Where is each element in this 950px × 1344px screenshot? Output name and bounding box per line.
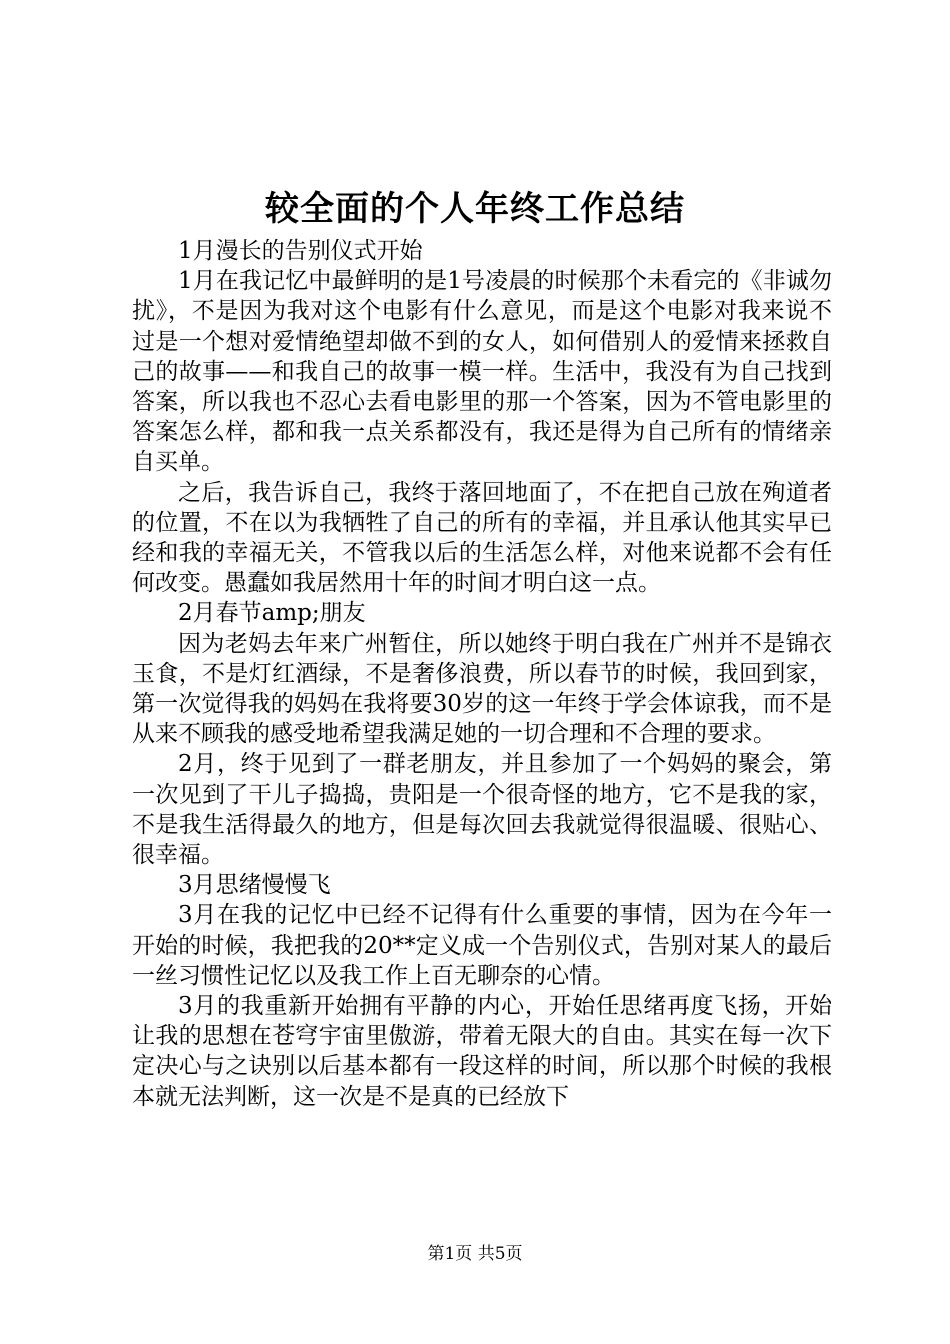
paragraph: 3月的我重新开始拥有平静的内心，开始任思绪再度飞扬，开始让我的思想在苍穹宇宙里傲游，带着无限大的自由。其实在每一次下定决心与之诀别以后基本都有一段这样的时间，所以那个时候的我根本就无法判断，这一次是不是真的已经放下 <box>132 993 832 1110</box>
document-title: 较全面的个人年终工作总结 <box>265 189 685 229</box>
paragraph: 2月，终于见到了一群老朋友，并且参加了一个妈妈的聚会，第一次见到了干儿子捣捣，贵阳是一个很奇怪的地方，它不是我的家，不是我生活得最久的地方，但是每次回去我就觉得很温暖、很贴心、很幸福。 <box>132 751 832 869</box>
section-heading-march: 3月思绪慢慢飞 <box>178 872 331 899</box>
paragraph: 之后，我告诉自己，我终于落回地面了，不在把自己放在殉道者的位置，不在以为我牺牲了自己的所有的幸福，并且承认他其实早已经和我的幸福无关，不管我以后的生活怎么样，对他来说都不会有任何改变。愚蠢如我居然用十年的时间才明白这一点。 <box>132 479 832 597</box>
paragraph: 1月在我记忆中最鲜明的是1号凌晨的时候那个未看完的《非诚勿扰》，不是因为我对这个电影有什么意见，而是这个电影对我来说不过是一个想对爱情绝望却做不到的女人，如何借别人的爱情来拯救自己的故事——和我自己的故事一模一样。生活中，我没有为自己找到答案，所以我也不忍心去看电影里的那一个答案，因为不管电影里的答案怎么样，都和我一点关系都没有，我还是得为自己所有的情绪亲自买单。 <box>132 268 832 476</box>
section-heading-january: 1月漫长的告别仪式开始 <box>178 238 423 264</box>
paragraph: 因为老妈去年来广州暂住，所以她终于明白我在广州并不是锦衣玉食，不是灯红酒绿，不是奢侈浪费，所以春节的时候，我回到家，第一次觉得我的妈妈在我将要30岁的这一年终于学会体谅我，而不是从来不顾我的感受地希望我满足她的一切合理和不合理的要求。 <box>132 630 832 748</box>
document-body <box>132 236 832 1112</box>
section-heading-february: 2月春节amp;朋友 <box>178 600 366 627</box>
page-footer: 第1页 共5页 <box>427 1244 523 1264</box>
paragraph: 3月在我的记忆中已经不记得有什么重要的事情，因为在今年一开始的时候，我把我的20**定义成一个告别仪式，告别对某人的最后一丝习惯性记忆以及我工作上百无聊奈的心情。 <box>132 902 832 989</box>
